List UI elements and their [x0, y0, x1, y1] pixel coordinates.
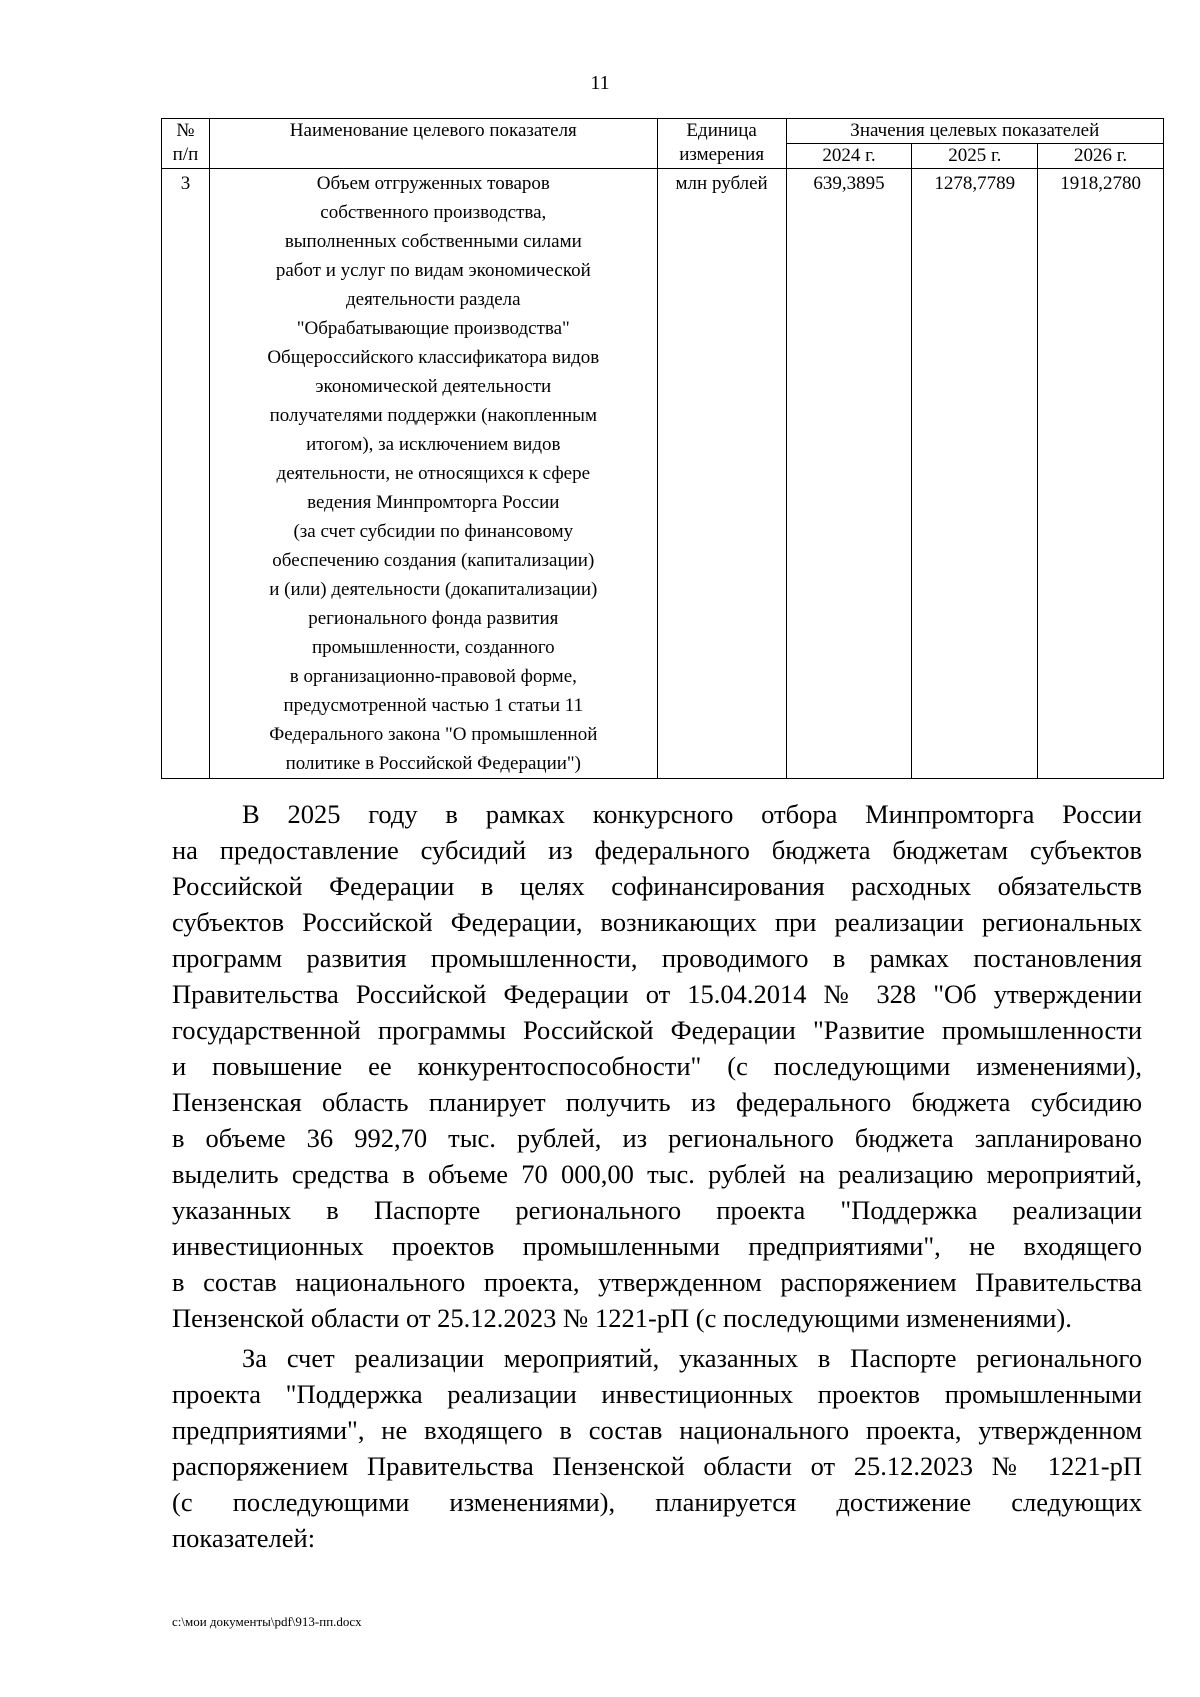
indicator-value: 639,3895	[786, 169, 912, 779]
unit-of-measure: млн рублей	[657, 169, 786, 779]
body-text	[172, 796, 1142, 1556]
page-number: 11	[590, 72, 610, 94]
header-year-2026: 2026 г.	[1038, 144, 1164, 169]
indicator-name-line: экономической деятельности	[315, 376, 552, 397]
paragraph-line: Российской Федерации в целях софинансирования расходных обязательств	[172, 871, 1142, 901]
indicator-name-line: выполненных собственными силами	[284, 231, 582, 252]
header-unit-line1: Единица	[686, 120, 757, 141]
paragraph-line: инвестиционных проектов промышленными предприятиями", не входящего	[172, 1231, 1142, 1261]
indicator-name-line: обеспечению создания (капитализации)	[272, 550, 595, 571]
paragraph-line: Пензенской области от 25.12.2023 № 1221-рП (с последующими изменениями).	[172, 1303, 1072, 1333]
target-indicators-table	[161, 118, 1164, 779]
paragraph-line: В 2025 году в рамках конкурсного отбора Минпромторга России	[242, 799, 1142, 829]
indicator-name-line: регионального фонда развития	[308, 608, 559, 629]
indicator-name-line: политике в Российской Федерации")	[285, 753, 581, 774]
indicator-name-line: и (или) деятельности (докапитализации)	[269, 579, 598, 600]
header-number-line1: №	[176, 120, 195, 141]
paragraph-line: показателей:	[172, 1523, 316, 1553]
header-unit-line2: измерения	[679, 144, 765, 165]
paragraph-line: (с последующими изменениями), планируется достижение следующих	[172, 1487, 1142, 1517]
indicator-name-line: промышленности, созданного	[311, 637, 555, 658]
header-number	[162, 119, 210, 169]
header-values-group: Значения целевых показателей	[786, 119, 1163, 144]
body-paragraph	[172, 1340, 1142, 1556]
paragraph-line: Пензенская область планирует получить из федерального бюджета субсидию	[172, 1087, 1142, 1117]
paragraph-line: указанных в Паспорте регионального проекта "Поддержка реализации	[172, 1195, 1142, 1225]
paragraph-line: проекта "Поддержка реализации инвестиционных проектов промышленными	[172, 1379, 1142, 1409]
indicator-name-line: деятельности раздела	[345, 289, 521, 310]
indicator-name-line: Общероссийского классификатора видов	[267, 347, 600, 368]
indicator-name-line: Объем отгруженных товаров	[316, 173, 550, 194]
indicator-name-line: ведения Минпромторга России	[307, 492, 560, 513]
indicator-name-line: "Обрабатывающие производства"	[296, 318, 570, 339]
indicator-name-line: работ и услуг по видам экономической	[275, 260, 591, 281]
paragraph-line: распоряжением Правительства Пензенской области от 25.12.2023 № 1221-рП	[172, 1451, 1142, 1481]
paragraph-line: в состав национального проекта, утвержденном распоряжением Правительства	[172, 1267, 1142, 1297]
header-indicator-name: Наименование целевого показателя	[209, 119, 657, 169]
paragraph-line: За счет реализации мероприятий, указанных в Паспорте регионального	[242, 1343, 1142, 1373]
paragraph-line: программ развития промышленности, проводимого в рамках постановления	[172, 943, 1142, 973]
paragraph-line: выделить средства в объеме 70 000,00 тыс. рублей на реализацию мероприятий,	[172, 1159, 1142, 1189]
row-number: 3	[162, 169, 210, 779]
body-paragraph	[172, 796, 1142, 1336]
indicator-name-line: деятельности, не относящихся к сфере	[276, 463, 591, 484]
paragraph-line: в объеме 36 992,70 тыс. рублей, из регионального бюджета запланировано	[172, 1123, 1142, 1153]
paragraph-line: субъектов Российской Федерации, возникающих при реализации региональных	[172, 907, 1142, 937]
table-row	[162, 169, 1164, 779]
indicator-name-line: итогом), за исключением видов	[306, 434, 561, 455]
header-year-2025: 2025 г.	[912, 144, 1038, 169]
indicator-value: 1918,2780	[1038, 169, 1164, 779]
footer-file-path: c:\мои документы\pdf\913-пп.docx	[172, 1614, 362, 1629]
indicator-name-line: собственного производства,	[320, 202, 547, 223]
paragraph-line: и повышение ее конкурентоспособности" (с последующими изменениями),	[172, 1051, 1142, 1081]
indicator-name-line: предусмотренной частью 1 статьи 11	[283, 695, 584, 716]
header-unit	[657, 119, 786, 169]
header-number-line2: п/п	[172, 144, 199, 165]
paragraph-line: государственной программы Российской Федерации "Развитие промышленности	[172, 1015, 1142, 1045]
indicator-name-line: получателями поддержки (накопленным	[269, 405, 597, 426]
paragraph-line: предприятиями", не входящего в состав национального проекта, утвержденном	[172, 1415, 1142, 1445]
indicator-name-line: в организационно-правовой форме,	[289, 666, 577, 687]
indicator-value: 1278,7789	[912, 169, 1038, 779]
indicator-name-line: (за счет субсидии по финансовому	[293, 521, 574, 542]
paragraph-line: Правительства Российской Федерации от 15.04.2014 № 328 "Об утверждении	[172, 979, 1142, 1009]
header-year-2024: 2024 г.	[786, 144, 912, 169]
paragraph-line: на предоставление субсидий из федерального бюджета бюджетам субъектов	[172, 835, 1142, 865]
table-header-row	[162, 119, 1164, 144]
indicator-name-line: Федерального закона "О промышленной	[269, 724, 598, 745]
indicator-name	[209, 169, 657, 779]
